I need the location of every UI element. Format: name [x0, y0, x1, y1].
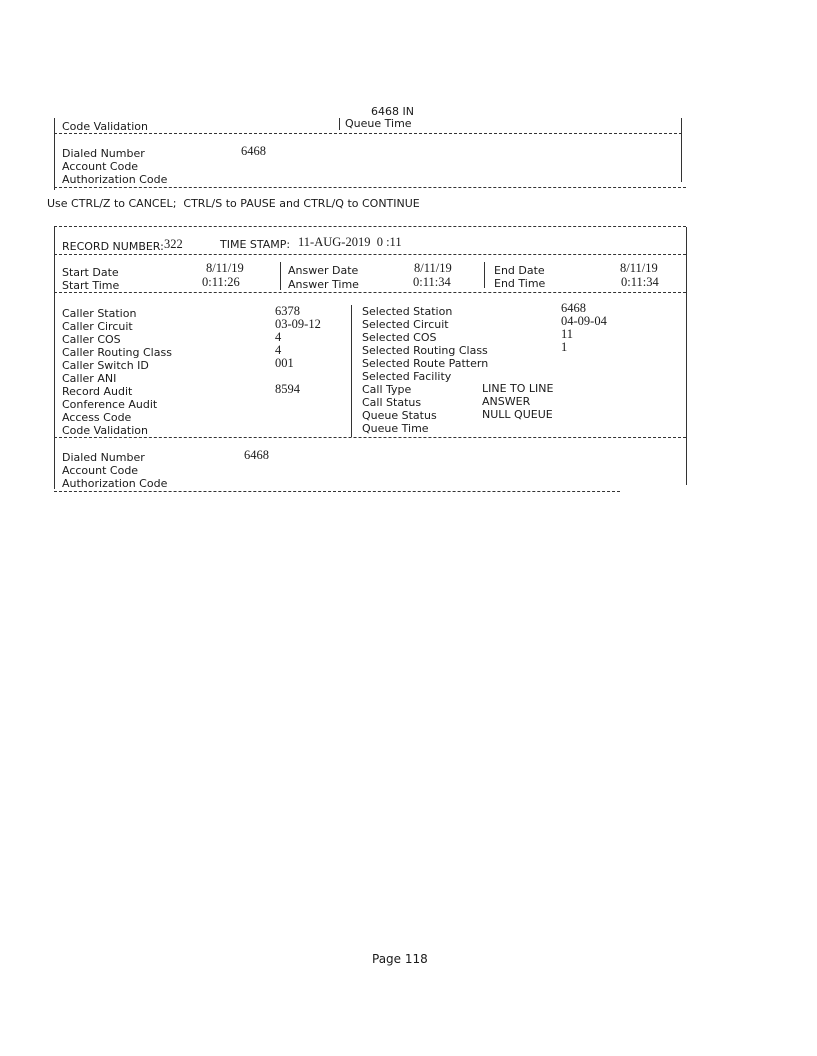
detail-separator	[54, 437, 686, 438]
caller-circuit-label: Caller Circuit	[62, 320, 133, 333]
answer-date-value: 8/11/19	[414, 261, 452, 275]
top-right-border	[681, 118, 682, 182]
top-separator	[54, 133, 682, 134]
selected-station-value: 6468	[561, 301, 586, 315]
selected-routing-class-value: 1	[561, 340, 568, 354]
record-account-code-label: Account Code	[62, 464, 139, 477]
caller-cos-label: Caller COS	[62, 333, 121, 346]
call-status-value: ANSWER	[482, 395, 531, 408]
caller-circuit-value: 03-09-12	[275, 317, 321, 331]
record-number-value: 322	[164, 237, 183, 251]
end-time-value: 0:11:34	[621, 275, 659, 289]
time-stamp-label: TIME STAMP:	[220, 238, 291, 251]
caller-switch-id-value: 001	[275, 356, 294, 370]
queue-time-label: Queue Time	[362, 422, 429, 435]
code-validation-label: Code Validation	[62, 424, 148, 437]
record-bottom-border	[54, 491, 620, 492]
selected-station-label: Selected Station	[362, 305, 453, 318]
answer-time-label: Answer Time	[288, 278, 359, 291]
record-top-border	[54, 226, 686, 227]
end-date-label: End Date	[494, 264, 545, 277]
selected-cos-value: 11	[561, 327, 574, 341]
selected-facility-label: Selected Facility	[362, 370, 452, 383]
instructions-text: Use CTRL/Z to CANCEL; CTRL/S to PAUSE and CTRL/Q to CONTINUE	[47, 197, 420, 210]
start-date-value: 8/11/19	[206, 261, 244, 275]
caller-station-value: 6378	[275, 304, 300, 318]
answer-date-label: Answer Date	[288, 264, 359, 277]
end-time-label: End Time	[494, 277, 546, 290]
top-divider	[54, 118, 55, 190]
time-stamp-value: 11-AUG-2019 0 :11	[298, 235, 402, 249]
record-right-border	[686, 227, 687, 485]
top-bottom-separator	[54, 187, 686, 188]
selected-circuit-label: Selected Circuit	[362, 318, 449, 331]
end-date-value: 8/11/19	[620, 261, 658, 275]
top-header-value: 6468 IN	[371, 105, 414, 118]
caller-cos-value: 4	[275, 330, 282, 344]
start-time-value: 0:11:26	[202, 275, 240, 289]
caller-routing-class-value: 4	[275, 343, 282, 357]
selected-route-pattern-label: Selected Route Pattern	[362, 357, 489, 370]
top-account-code-label: Account Code	[62, 160, 139, 173]
detail-divider	[351, 305, 352, 437]
queue-status-label: Queue Status	[362, 409, 437, 422]
top-dialed-number-value: 6468	[241, 144, 266, 158]
queue-status-value: NULL QUEUE	[482, 408, 553, 421]
caller-routing-class-label: Caller Routing Class	[62, 346, 172, 359]
record-dialed-number-value: 6468	[244, 448, 269, 462]
record-audit-value: 8594	[275, 382, 300, 396]
access-code-label: Access Code	[62, 411, 132, 424]
page-number: Page 118	[372, 952, 428, 966]
conference-audit-label: Conference Audit	[62, 398, 158, 411]
record-header-separator	[54, 254, 686, 255]
date-divider-1	[280, 262, 281, 290]
date-divider-2	[484, 262, 485, 288]
answer-time-value: 0:11:34	[413, 275, 451, 289]
top-queue-time-label: Queue Time	[345, 117, 412, 130]
top-dialed-number-label: Dialed Number	[62, 147, 145, 160]
record-left-border	[54, 227, 55, 489]
record-audit-label: Record Audit	[62, 385, 133, 398]
start-date-label: Start Date	[62, 266, 119, 279]
top-mid-divider	[339, 118, 340, 130]
caller-ani-label: Caller ANI	[62, 372, 117, 385]
record-number-label: RECORD NUMBER:	[62, 240, 164, 253]
selected-circuit-value: 04-09-04	[561, 314, 607, 328]
caller-switch-id-label: Caller Switch ID	[62, 359, 149, 372]
record-dialed-number-label: Dialed Number	[62, 451, 145, 464]
selected-routing-class-label: Selected Routing Class	[362, 344, 488, 357]
top-authorization-code-label: Authorization Code	[62, 173, 168, 186]
record-authorization-code-label: Authorization Code	[62, 477, 168, 490]
call-type-value: LINE TO LINE	[482, 382, 554, 395]
selected-cos-label: Selected COS	[362, 331, 437, 344]
call-type-label: Call Type	[362, 383, 412, 396]
top-code-validation-label: Code Validation	[62, 120, 148, 133]
caller-station-label: Caller Station	[62, 307, 137, 320]
start-time-label: Start Time	[62, 279, 120, 292]
dates-separator	[54, 292, 686, 293]
call-status-label: Call Status	[362, 396, 422, 409]
